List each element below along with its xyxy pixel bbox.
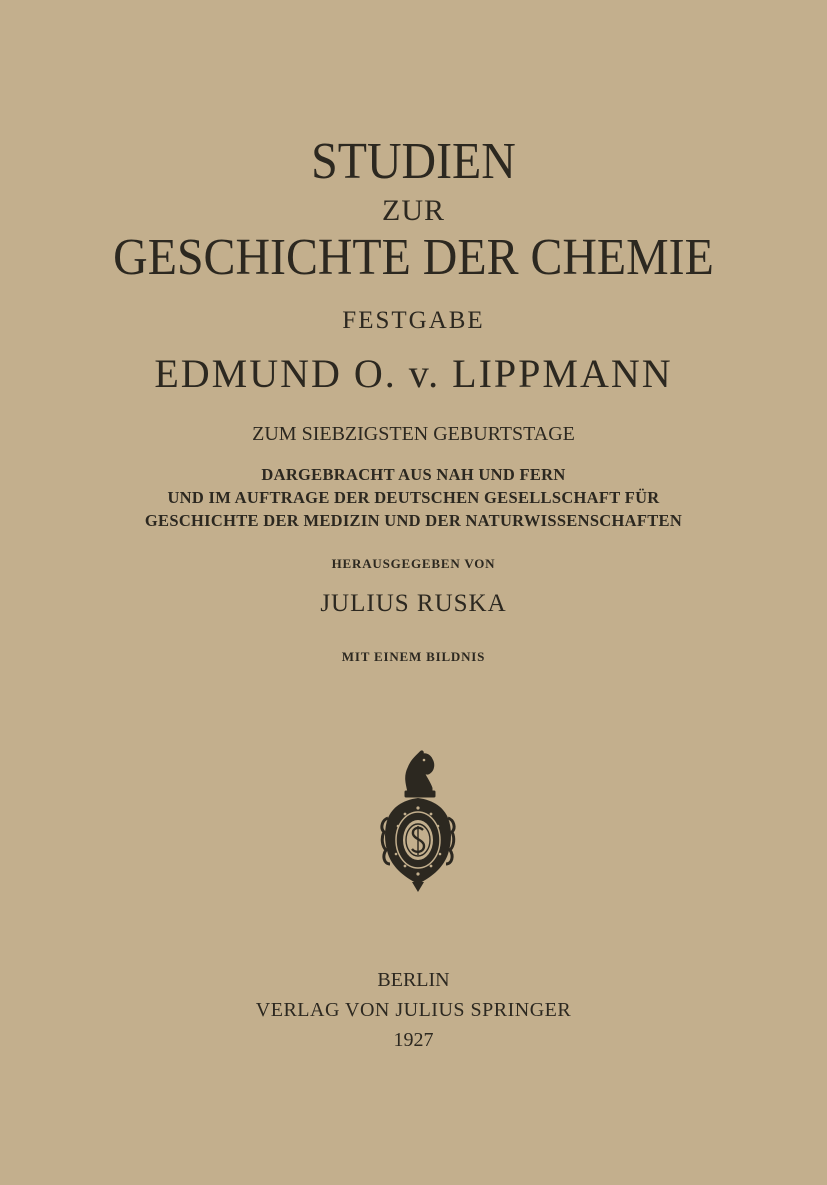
occasion-text: ZUM SIEBZIGSTEN GEBURTSTAGE (252, 423, 575, 445)
honoree-name: EDMUND O. v. LIPPMANN (154, 351, 673, 396)
title-line-geschichte: GESCHICHTE DER CHEMIE (113, 229, 714, 286)
springer-knight-emblem-icon (378, 746, 458, 892)
editor-name: JULIUS RUSKA (320, 590, 507, 617)
portrait-note: MIT EINEM BILDNIS (341, 649, 486, 664)
dedication-line-1: DARGEBRACHT AUS NAH UND FERN (261, 465, 566, 484)
edited-by-label: HERAUSGEGEBEN VON (331, 556, 496, 571)
imprint-city: BERLIN (377, 969, 450, 991)
festgabe-label: FESTGABE (342, 307, 485, 334)
title-line-studien: STUDIEN (311, 133, 516, 190)
imprint-publisher: VERLAG VON JULIUS SPRINGER (255, 999, 572, 1021)
imprint-year: 1927 (393, 1029, 434, 1051)
dedication-line-3: GESCHICHTE DER MEDIZIN UND DER NATURWISSENSCHAFTEN (144, 511, 683, 530)
dedication-line-2: UND IM AUFTRAGE DER DEUTSCHEN GESELLSCHAFT FÜR (167, 488, 660, 507)
title-line-zur: ZUR (382, 194, 445, 227)
